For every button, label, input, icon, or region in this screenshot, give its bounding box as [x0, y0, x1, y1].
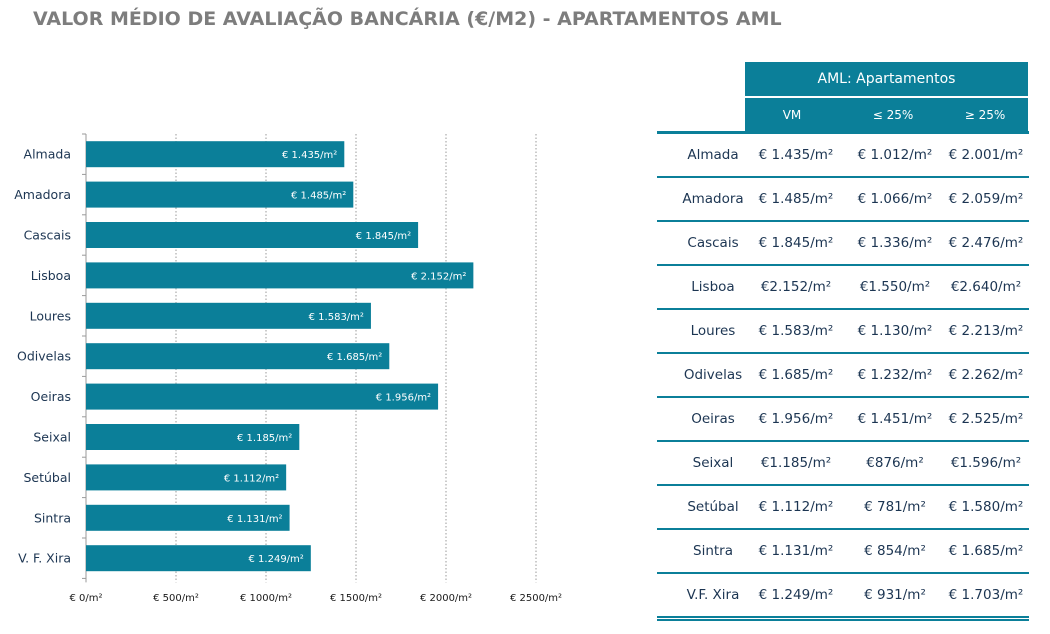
category-label: Loures — [29, 308, 71, 324]
row-vm-cell: € 1.685/m² — [758, 367, 834, 383]
row-high-cell: € 1.703/m² — [948, 587, 1024, 603]
row-low-cell: € 781/m² — [864, 499, 926, 515]
row-vm-cell: €1.185/m² — [760, 455, 832, 471]
category-label: Oeiras — [30, 389, 71, 405]
data-label: € 1.185/m² — [237, 433, 293, 444]
row-vm-cell: € 1.583/m² — [758, 323, 834, 339]
category-label: Sintra — [33, 510, 71, 526]
row-name-cell: Odivelas — [683, 367, 743, 383]
category-label: Amadora — [14, 187, 71, 203]
table-body — [657, 134, 1029, 618]
row-name-cell: Lisboa — [691, 279, 735, 295]
category-label: Almada — [23, 146, 71, 162]
row-vm-cell: € 1.131/m² — [758, 543, 834, 559]
x-tick-label: € 500/m² — [153, 593, 199, 604]
data-label: € 1.435/m² — [282, 150, 338, 162]
table-row — [657, 178, 1029, 222]
row-name-cell: Cascais — [687, 235, 739, 251]
row-high-cell: € 2.476/m² — [948, 235, 1024, 251]
row-vm-cell: € 1.956/m² — [758, 411, 834, 427]
row-low-cell: € 931/m² — [864, 587, 926, 603]
data-label: € 1.485/m² — [291, 190, 347, 202]
x-tick-label: € 2500/m² — [509, 593, 563, 604]
row-vm-cell: €2.152/m² — [760, 279, 832, 295]
row-name-cell: Oeiras — [691, 411, 735, 427]
table-column-headers — [745, 98, 1028, 133]
table-row — [657, 222, 1029, 266]
table-row — [657, 574, 1029, 618]
row-high-cell: € 1.685/m² — [948, 543, 1024, 559]
row-vm-cell: € 1.435/m² — [758, 147, 834, 163]
row-low-cell: € 1.066/m² — [857, 191, 933, 207]
row-vm-cell: € 1.249/m² — [758, 587, 834, 603]
row-low-cell: € 854/m² — [864, 543, 926, 559]
x-tick-label: € 2000/m² — [419, 593, 473, 604]
data-label: € 2.152/m² — [411, 271, 467, 283]
row-name-cell: Almada — [687, 147, 739, 163]
table-row — [657, 310, 1029, 354]
row-vm-cell: € 1.845/m² — [758, 235, 834, 251]
data-label: € 1.685/m² — [327, 352, 383, 364]
row-high-cell: €2.640/m² — [950, 279, 1022, 295]
row-low-cell: €876/m² — [866, 455, 924, 471]
data-label: € 1.583/m² — [308, 311, 364, 323]
data-label: € 1.112/m² — [223, 473, 280, 485]
row-name-cell: Setúbal — [687, 499, 739, 515]
x-tick-label: € 1500/m² — [329, 593, 383, 604]
category-label: Setúbal — [23, 469, 71, 485]
x-tick-label: € 1000/m² — [239, 593, 293, 604]
row-high-cell: € 2.001/m² — [948, 147, 1024, 163]
category-label: Cascais — [23, 227, 71, 243]
row-low-cell: € 1.336/m² — [857, 235, 933, 251]
row-vm-cell: € 1.485/m² — [758, 191, 834, 207]
row-name-cell: Seixal — [692, 455, 734, 471]
row-low-cell: € 1.012/m² — [857, 147, 933, 163]
row-high-cell: € 1.580/m² — [948, 499, 1024, 515]
category-label: Lisboa — [30, 267, 71, 283]
column-header-high: ≥ 25% — [964, 108, 1006, 122]
category-label: Odivelas — [17, 348, 71, 364]
table-bottom-double-line — [657, 619, 1029, 621]
row-name-cell: V.F. Xira — [686, 587, 740, 603]
row-name-cell: Amadora — [682, 191, 744, 207]
row-vm-cell: € 1.112/m² — [758, 499, 834, 515]
table-row — [657, 266, 1029, 310]
row-low-cell: €1.550/m² — [859, 279, 931, 295]
x-tick-label: € 0/m² — [69, 593, 103, 604]
data-label: € 1.845/m² — [355, 231, 412, 242]
row-high-cell: €1.596/m² — [950, 455, 1022, 471]
table-row — [657, 354, 1029, 398]
table-row — [657, 134, 1029, 178]
page-title: VALOR MÉDIO DE AVALIAÇÃO BANCÁRIA (€/M2) - APARTAMENTOS AML — [33, 8, 782, 30]
row-name-cell: Loures — [690, 323, 736, 339]
table-row — [657, 398, 1029, 442]
row-high-cell: € 2.262/m² — [948, 367, 1024, 383]
table-row — [657, 530, 1029, 574]
row-high-cell: € 2.059/m² — [948, 191, 1024, 207]
column-header-vm: VM — [782, 108, 802, 122]
row-high-cell: € 2.213/m² — [948, 323, 1024, 339]
row-high-cell: € 2.525/m² — [948, 411, 1024, 427]
row-name-cell: Sintra — [693, 543, 733, 559]
category-label: V. F. Xira — [18, 550, 71, 566]
data-label: € 1.249/m² — [248, 554, 304, 566]
row-low-cell: € 1.232/m² — [857, 367, 933, 383]
row-low-cell: € 1.451/m² — [857, 411, 933, 427]
column-header-low: ≤ 25% — [872, 108, 914, 122]
table-row — [657, 442, 1029, 486]
table-header-title: AML: Apartamentos — [745, 62, 1028, 96]
category-label: Seixal — [33, 429, 71, 445]
row-low-cell: € 1.130/m² — [857, 323, 933, 339]
data-label: € 1.956/m² — [375, 392, 432, 404]
data-label: € 1.131/m² — [227, 513, 283, 525]
table-row — [657, 486, 1029, 530]
